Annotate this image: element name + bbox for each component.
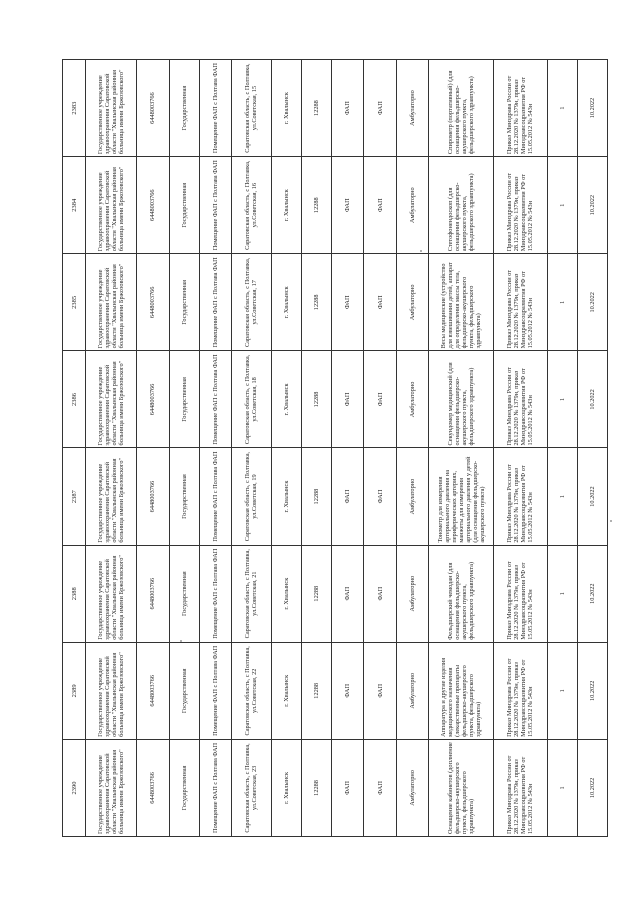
cell-form: Государственная	[169, 448, 199, 545]
cell-address: Саратовская область, с Полтавка, ул.Советская, 22	[232, 642, 271, 739]
scan-speck	[420, 250, 422, 252]
cell-locality: г. Хвалынск	[271, 642, 301, 739]
table-row-org	[86, 60, 137, 837]
cell-flag: 1	[547, 739, 577, 836]
cell-type: ФАП	[331, 739, 363, 836]
cell-code: 12288	[301, 545, 331, 642]
cell-room: Помещение ФАП с Полтава ФАП	[199, 448, 231, 545]
cell-year: 10.2022	[577, 545, 607, 642]
cell-equipment: Тонометр для измерения артериального давления на периферических артериях, манжеты для измерения артериального давления у детей (для оснащения фельдшерско-акушерского пункта)	[429, 448, 494, 545]
cell-inn: 6448003766	[137, 351, 169, 448]
cell-year: 10.2022	[577, 448, 607, 545]
cell-care: Амбулаторно	[396, 157, 428, 254]
cell-code: 12288	[301, 448, 331, 545]
cell-inn: 6448003766	[137, 157, 169, 254]
cell-code: 12288	[301, 739, 331, 836]
cell-year: 10.2022	[577, 739, 607, 836]
cell-address: Саратовская область, с Полтавка, ул.Советская, 17	[232, 254, 271, 351]
cell-order: Приказ Минздрава России от 28.12.2020 № 1379н, приказ Минздравсоцразвития РФ от 15.05.2012 № 543н	[494, 60, 547, 157]
table-row-code	[301, 60, 331, 837]
cell-order: Приказ Минздрава России от 28.12.2020 № 1379н, приказ Минздравсоцразвития РФ от 15.05.2012 № 543н	[494, 448, 547, 545]
table-row-type	[331, 60, 363, 837]
cell-care: Амбулаторно	[396, 739, 428, 836]
table-row-locality	[271, 60, 301, 837]
cell-type: ФАП	[331, 448, 363, 545]
cell-form: Государственная	[169, 254, 199, 351]
scan-speck	[180, 640, 182, 642]
table-row-id	[63, 60, 86, 837]
table-row-year	[577, 60, 607, 837]
cell-type: ФАП	[331, 157, 363, 254]
cell-flag: 1	[547, 60, 577, 157]
cell-flag: 1	[547, 545, 577, 642]
table-row-equipment	[429, 60, 494, 837]
cell-room: Помещение ФАП с Полтава ФАП	[199, 545, 231, 642]
cell-order: Приказ Минздрава России от 28.12.2020 № 1379н, приказ Минздравсоцразвития РФ от 15.05.2012 № 543н	[494, 157, 547, 254]
cell-id: 2385	[63, 254, 86, 351]
cell-equipment: Фельдшерский чемодан (для оснащения фельдшерско-акушерского пункта, фельдшерского здравпункта)	[429, 545, 494, 642]
cell-locality: г. Хвалынск	[271, 448, 301, 545]
cell-inn: 6448003766	[137, 448, 169, 545]
cell-id: 2390	[63, 739, 86, 836]
cell-room: Помещение ФАП с Полтава ФАП	[199, 157, 231, 254]
cell-org: Государственное учреждение здравоохранения Саратовской области "Хвалынская районная больница имени Бржозовского"	[86, 351, 137, 448]
cell-subtype: ФАП	[364, 157, 396, 254]
cell-order: Приказ Минздрава России от 28.12.2020 № 1379н, приказ Минздравсоцразвития РФ от 15.05.2012 № 543н	[494, 642, 547, 739]
cell-code: 12288	[301, 254, 331, 351]
cell-org: Государственное учреждение здравоохранения Саратовской области "Хвалынская районная больница имени Бржозовского"	[86, 254, 137, 351]
cell-type: ФАП	[331, 254, 363, 351]
table-row-address	[232, 60, 271, 837]
cell-code: 12288	[301, 157, 331, 254]
cell-inn: 6448003766	[137, 642, 169, 739]
table-row-flag	[547, 60, 577, 837]
cell-inn: 6448003766	[137, 60, 169, 157]
cell-type: ФАП	[331, 545, 363, 642]
cell-care: Амбулаторно	[396, 351, 428, 448]
cell-locality: г. Хвалынск	[271, 351, 301, 448]
cell-locality: г. Хвалынск	[271, 739, 301, 836]
table-row-room	[199, 60, 231, 837]
cell-locality: г. Хвалынск	[271, 157, 301, 254]
cell-org: Государственное учреждение здравоохранения Саратовской области "Хвалынская районная больница имени Бржозовского"	[86, 739, 137, 836]
cell-type: ФАП	[331, 642, 363, 739]
cell-type: ФАП	[331, 351, 363, 448]
cell-year: 10.2022	[577, 254, 607, 351]
cell-room: Помещение ФАП с Полтава ФАП	[199, 351, 231, 448]
cell-id: 2388	[63, 545, 86, 642]
cell-id: 2386	[63, 351, 86, 448]
cell-address: Саратовская область, с Полтавка, ул.Советская, 19	[232, 448, 271, 545]
cell-code: 12288	[301, 642, 331, 739]
cell-id: 2387	[63, 448, 86, 545]
cell-equipment: Спирометр (портативный) (для оснащения фельдшерско-акушерского пункта, фельдшерского здравпункта)	[429, 60, 494, 157]
cell-equipment: Весы медицинские (устройство для взвешивания детей, аппарат для определения массы тела, фельдшерско-акушерского пункта, фельдшерского здравпункта)	[429, 254, 494, 351]
cell-equipment: Аппаратура и другие изделия медицинского назначения (лекарственные препараты фельдшерско-акушерского пункта, фельдшерского здравпункта)	[429, 642, 494, 739]
cell-order: Приказ Минздрава России от 28.12.2020 № 1379н, приказ Минздравсоцразвития РФ от 15.05.2012 № 543н	[494, 254, 547, 351]
cell-year: 10.2022	[577, 351, 607, 448]
cell-care: Амбулаторно	[396, 60, 428, 157]
cell-subtype: ФАП	[364, 448, 396, 545]
table-row-form	[169, 60, 199, 837]
cell-subtype: ФАП	[364, 642, 396, 739]
cell-inn: 6448003766	[137, 739, 169, 836]
cell-equipment: Стетофонендоскоп (для оснащения фельдшерско-акушерского пункта, фельдшерского здравпункта)	[429, 157, 494, 254]
table-row-inn	[137, 60, 169, 837]
cell-subtype: ФАП	[364, 351, 396, 448]
cell-room: Помещение ФАП с Полтава ФАП	[199, 60, 231, 157]
cell-org: Государственное учреждение здравоохранения Саратовской области "Хвалынская районная больница имени Бржозовского"	[86, 545, 137, 642]
cell-type: ФАП	[331, 60, 363, 157]
cell-address: Саратовская область, с Полтавка, ул.Советская, 18	[232, 351, 271, 448]
cell-year: 10.2022	[577, 642, 607, 739]
cell-flag: 1	[547, 157, 577, 254]
table-row-care	[396, 60, 428, 837]
cell-subtype: ФАП	[364, 545, 396, 642]
cell-id: 2389	[63, 642, 86, 739]
cell-room: Помещение ФАП с Полтава ФАП	[199, 642, 231, 739]
cell-equipment: Оснащение кабинетов (доплнение фельдшерско-акушерского пункта, фельдшерского здравпункта)	[429, 739, 494, 836]
cell-year: 10.2022	[577, 60, 607, 157]
table-row-subtype	[364, 60, 396, 837]
cell-order: Приказ Минздрава России от 28.12.2020 № 1379н, приказ Минздравсоцразвития РФ от 15.05.2012 № 543н	[494, 351, 547, 448]
cell-address: Саратовская область, с Полтавка, ул.Советская, 21	[232, 545, 271, 642]
cell-form: Государственная	[169, 157, 199, 254]
cell-address: Саратовская область, с Полтавка, ул.Советская, 16	[232, 157, 271, 254]
cell-code: 12288	[301, 60, 331, 157]
cell-inn: 6448003766	[137, 545, 169, 642]
cell-locality: г. Хвалынск	[271, 60, 301, 157]
cell-locality: г. Хвалынск	[271, 545, 301, 642]
cell-address: Саратовская область, с Полтавка, ул.Советская, 15	[232, 60, 271, 157]
cell-care: Амбулаторно	[396, 642, 428, 739]
cell-care: Амбулаторно	[396, 254, 428, 351]
cell-room: Помещение ФАП с Полтава ФАП	[199, 739, 231, 836]
cell-order: Приказ Минздрава России от 28.12.2020 № 1379н, приказ Минздравсоцразвития РФ от 15.05.2012 № 543н	[494, 545, 547, 642]
cell-form: Государственная	[169, 739, 199, 836]
cell-inn: 6448003766	[137, 254, 169, 351]
cell-address: Саратовская область, с Полтавка, ул.Советская, 23	[232, 739, 271, 836]
scan-speck	[610, 520, 612, 522]
cell-form: Государственная	[169, 642, 199, 739]
cell-org: Государственное учреждение здравоохранения Саратовской области "Хвалынская районная больница имени Бржозовского"	[86, 157, 137, 254]
cell-subtype: ФАП	[364, 254, 396, 351]
cell-care: Амбулаторно	[396, 448, 428, 545]
cell-code: 12288	[301, 351, 331, 448]
cell-form: Государственная	[169, 351, 199, 448]
cell-locality: г. Хвалынск	[271, 254, 301, 351]
cell-form: Государственная	[169, 545, 199, 642]
cell-flag: 1	[547, 448, 577, 545]
cell-order: Приказ Минздрава России от 28.12.2020 № 1379н, приказ Минздравсоцразвития РФ от 15.05.2012 № 543н	[494, 739, 547, 836]
cell-subtype: ФАП	[364, 739, 396, 836]
cell-room: Помещение ФАП с Полтава ФАП	[199, 254, 231, 351]
cell-form: Государственная	[169, 60, 199, 157]
cell-equipment: Секундомер медицинский (для оснащения фельдшерско-акушерского пункта, фельдшерского здравпункта)	[429, 351, 494, 448]
cell-subtype: ФАП	[364, 60, 396, 157]
register-table	[62, 59, 608, 837]
cell-flag: 1	[547, 254, 577, 351]
cell-flag: 1	[547, 642, 577, 739]
table-row-order	[494, 60, 547, 837]
cell-org: Государственное учреждение здравоохранения Саратовской области "Хвалынская районная больница имени Бржозовского"	[86, 60, 137, 157]
cell-org: Государственное учреждение здравоохранения Саратовской области "Хвалынская районная больница имени Бржозовского"	[86, 448, 137, 545]
cell-care: Амбулаторно	[396, 545, 428, 642]
cell-flag: 1	[547, 351, 577, 448]
cell-id: 2384	[63, 157, 86, 254]
cell-id: 2383	[63, 60, 86, 157]
cell-org: Государственное учреждение здравоохранения Саратовской области "Хвалынская районная больница имени Бржозовского"	[86, 642, 137, 739]
cell-year: 10.2022	[577, 157, 607, 254]
